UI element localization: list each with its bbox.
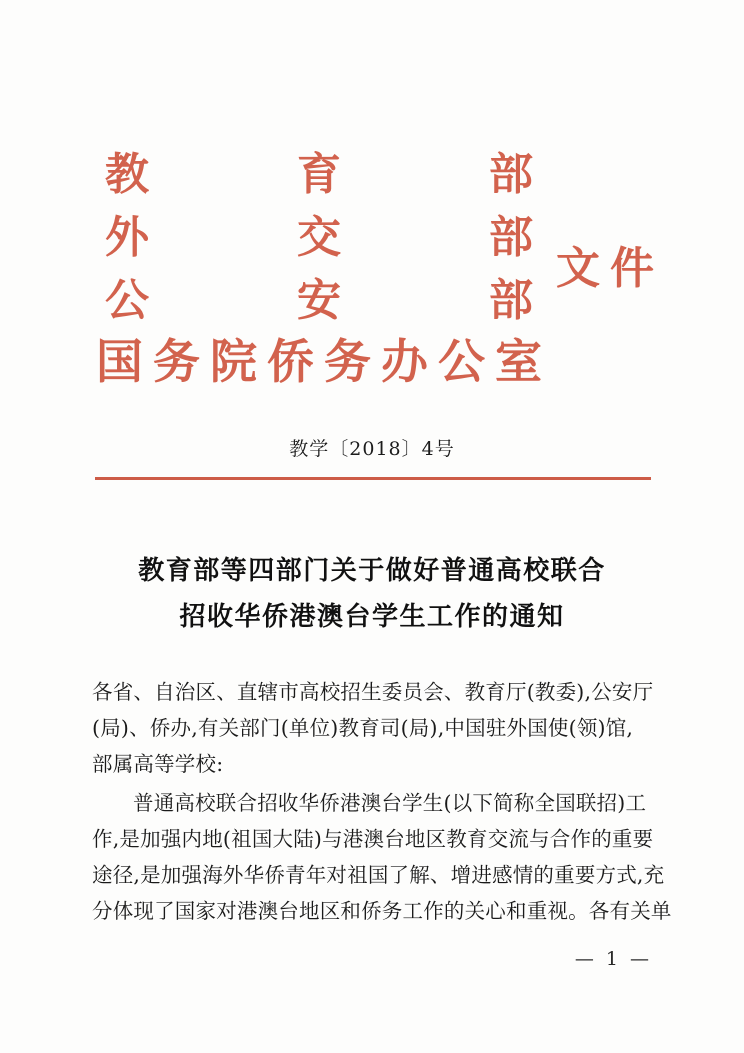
masthead-char: 交 (297, 212, 341, 263)
masthead-char: 公 (105, 275, 149, 326)
masthead-char: 部 (489, 149, 533, 200)
page-number: — 1 — (574, 948, 652, 970)
masthead-char: 育 (297, 149, 341, 200)
masthead-char: 部 (489, 212, 533, 263)
addressee-line: (局)、侨办,有关部门(单位)教育司(局),中国驻外国使(领)馆, (92, 716, 634, 741)
masthead-char: 外 (105, 212, 149, 263)
paragraph-line: 途径,是加强海外华侨青年对祖国了解、增进感情的重要方式,充 (92, 863, 665, 888)
masthead-document-label: 文件 (556, 243, 664, 294)
paragraph-line: 普通高校联合招收华侨港澳台学生(以下简称全国联招)工 (133, 790, 647, 815)
document-title-line-2: 招收华侨港澳台学生工作的通知 (179, 602, 565, 632)
document-title (0, 548, 744, 640)
masthead (0, 0, 744, 470)
masthead-column-3 (480, 143, 542, 332)
masthead-column-1 (96, 143, 158, 332)
masthead-char: 安 (297, 275, 341, 326)
addressee-line: 各省、自治区、直辖市高校招生委员会、教育厅(教委),公安厅 (92, 680, 654, 704)
masthead-char: 部 (489, 275, 533, 326)
red-divider-rule (95, 477, 651, 480)
paragraph-line: 作,是加强内地(祖国大陆)与港澳台地区教育交流与合作的重要 (92, 826, 654, 851)
masthead-character-grid (96, 143, 558, 333)
masthead-bottom-agency: 国务院侨务办公室 (96, 335, 552, 390)
document-body (92, 674, 672, 929)
document-title-line-1: 教育部等四部门关于做好普通高校联合 (138, 556, 606, 586)
document-number: 教学〔2018〕4号 (289, 438, 455, 460)
addressee-line: 部属高等学校: (92, 752, 224, 777)
masthead-char: 教 (105, 149, 149, 200)
paragraph-line: 分体现了国家对港澳台地区和侨务工作的关心和重视。各有关单 (92, 899, 672, 924)
masthead-column-2 (288, 143, 350, 332)
